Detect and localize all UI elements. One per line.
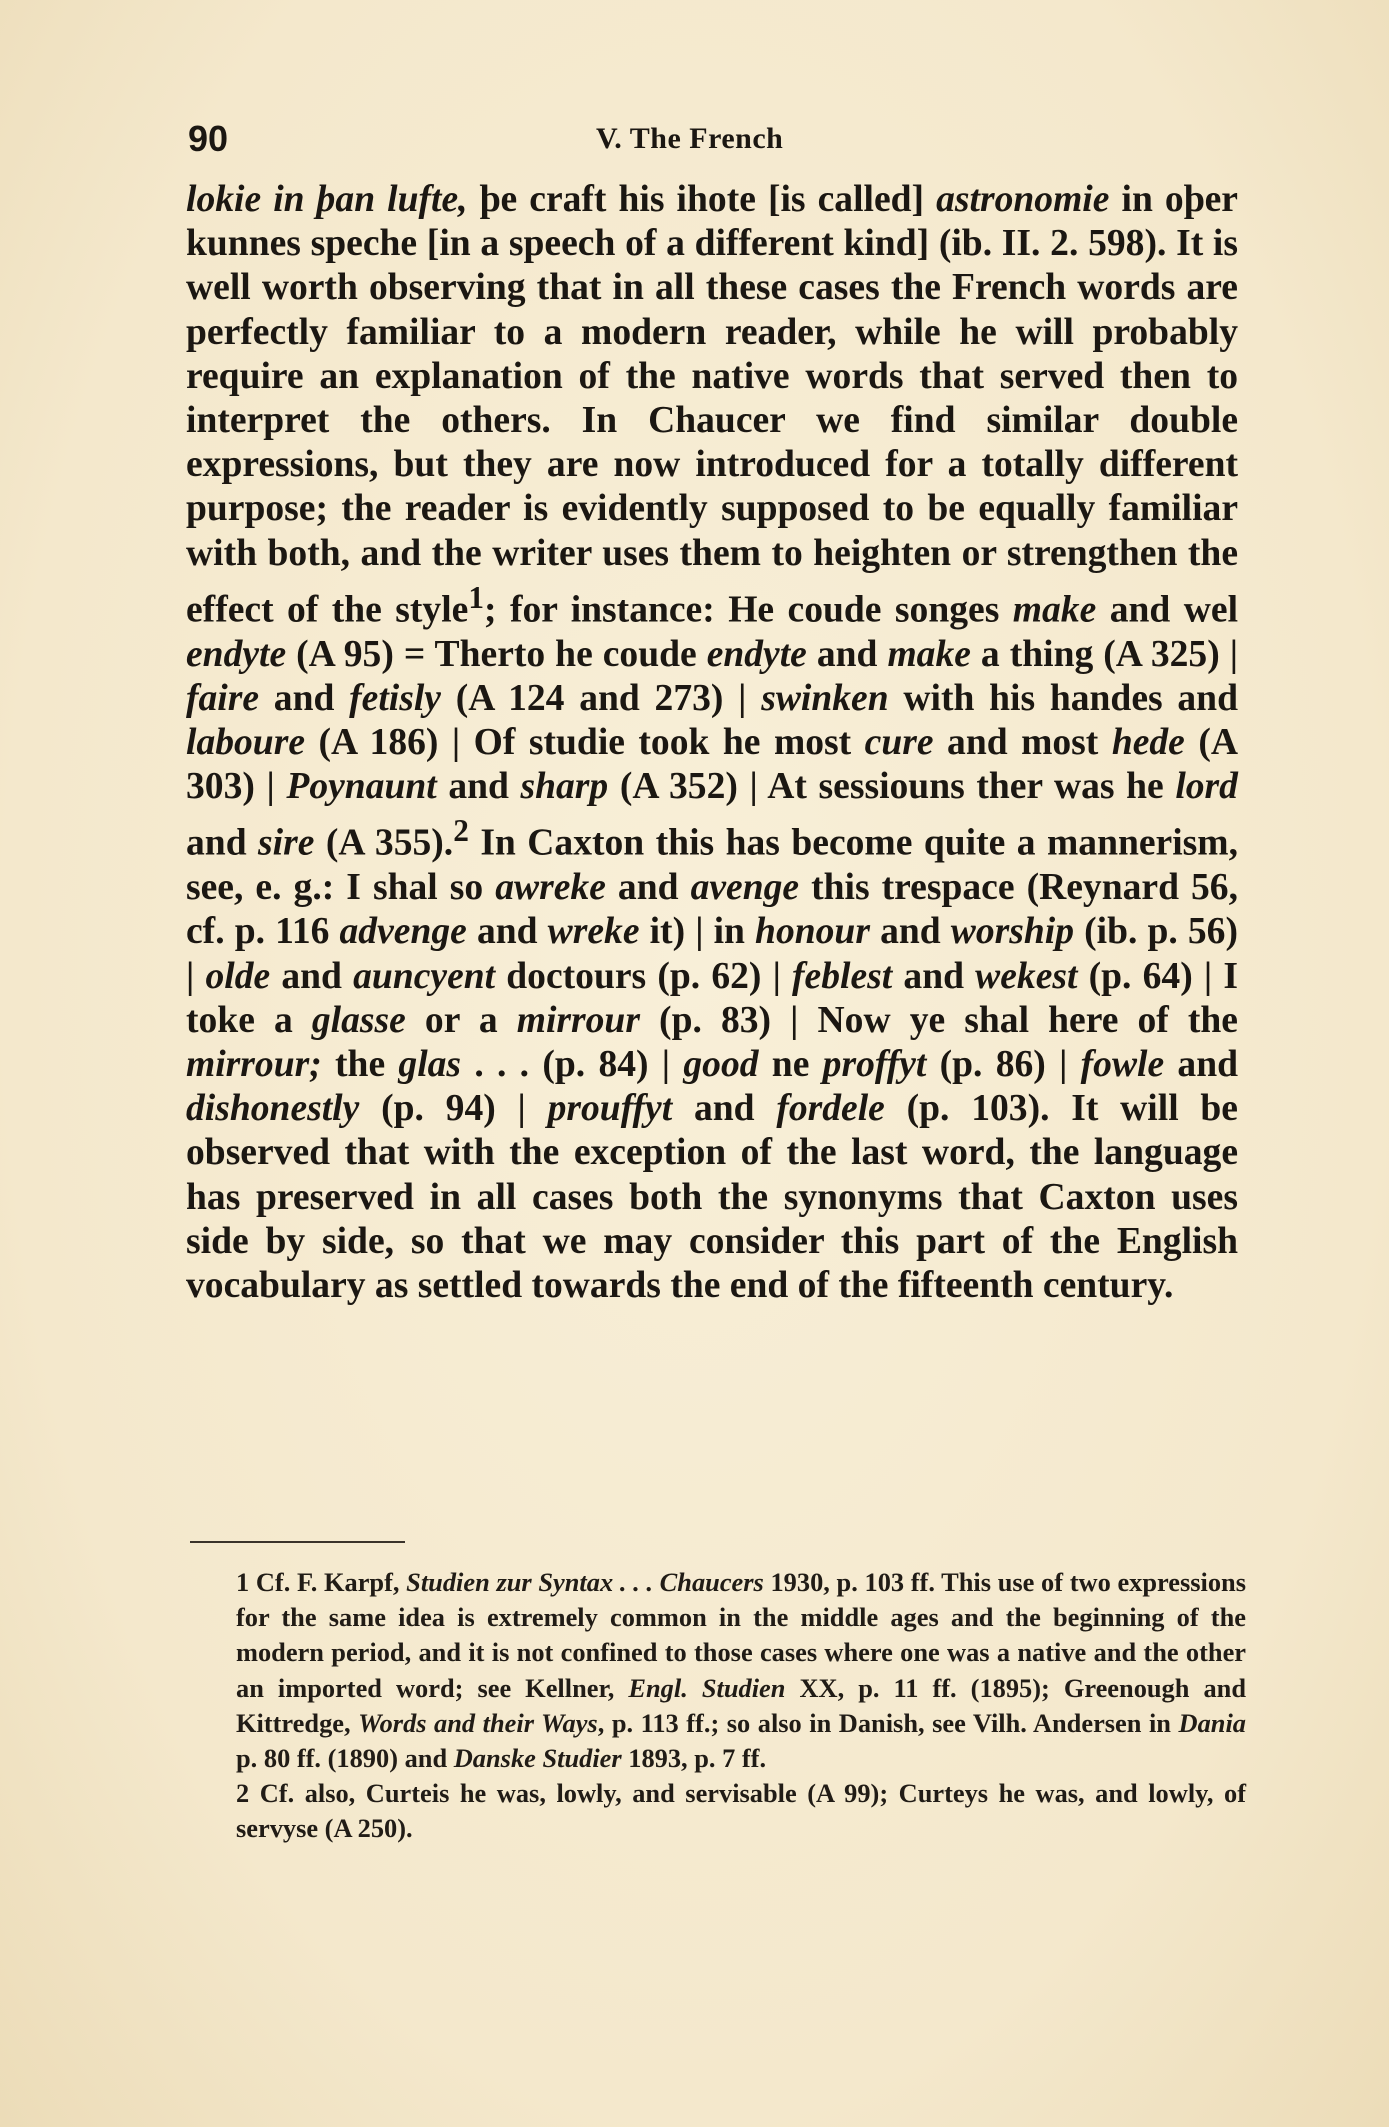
text-italic: mirrour (516, 999, 640, 1041)
text-italic: astronomie (936, 179, 1110, 220)
text-run: doctours (p. 62) | (495, 955, 793, 997)
text-italic: hede (1111, 721, 1185, 763)
text-run: and (259, 677, 350, 719)
text-run: (A 352) | At sessiouns ther was he (608, 766, 1176, 808)
text-italic: glas (398, 1043, 462, 1085)
text-italic: Words and their Ways (358, 1707, 598, 1738)
text-italic: sire (258, 822, 315, 864)
text-italic: avenge (690, 867, 800, 909)
text-run: (A 303) | (186, 721, 1238, 808)
text-italic: lokie in þan lufte, (186, 179, 468, 220)
text-run: and (466, 911, 548, 953)
text-italic: advenge (339, 911, 467, 953)
text-run: (ib. p. 56) | (186, 911, 1238, 997)
text-italic: laboure (186, 721, 306, 763)
footnotes (196, 1565, 1246, 1847)
text-italic: Studien zur Syntax . . . Chaucers (406, 1567, 764, 1597)
text-run: (p. 83) | Now ye shal here of the (639, 999, 1238, 1041)
text-italic: awreke (495, 867, 606, 909)
text-run: and (892, 955, 976, 997)
text-run: 1893, p. 7 ff. (621, 1743, 767, 1774)
main-text (186, 178, 1238, 1308)
text-italic: good (683, 1043, 759, 1085)
text-italic: cure (864, 721, 934, 763)
text-run: (p. 86) | (926, 1043, 1081, 1085)
text-run: (A 95) = Therto he coude (286, 633, 707, 675)
text-run: (p. 64) | I toke a (186, 955, 1238, 1041)
text-italic: faire (186, 677, 260, 719)
text-italic: wreke (547, 911, 640, 953)
footnote-ref-1: 1 (468, 579, 485, 615)
text-italic: fetisly (349, 677, 441, 719)
text-italic: worship (950, 911, 1075, 953)
text-run: (p. 103). It will be observed that with the exception of the last word, the language has preserved in all cases both the synonyms that Caxton uses side by side, so that we may consider this part of the English vocabulary as settled towards the end of the fifteenth century. (186, 1088, 1238, 1306)
text-run: the (321, 1043, 399, 1085)
text-italic: endyte (706, 633, 807, 675)
text-run: and (270, 955, 354, 997)
text-italic: prouffyt (547, 1088, 673, 1130)
footnote-divider (190, 1541, 405, 1543)
text-run: 1 Cf. F. Karpf, (236, 1567, 407, 1597)
text-run: (A 355). (314, 822, 454, 864)
text-italic: Poynaunt (286, 766, 437, 808)
text-run: this trespace (Reynard 56, cf. p. 116 (186, 867, 1238, 953)
text-run: ; for instance: He coude songes (484, 589, 1013, 631)
text-run: and wel (1096, 589, 1239, 631)
text-run: , p. 113 ff.; so also in Danish, see Vilh. Andersen in (597, 1707, 1179, 1738)
text-italic: swinken (761, 677, 889, 719)
text-italic: make (1012, 589, 1097, 631)
text-run: and (672, 1088, 777, 1130)
text-italic: wekest (975, 955, 1078, 997)
text-run: In Caxton this has become quite a mannerism, see, e. g.: I shal so (186, 822, 1238, 909)
text-run: 1930, p. 103 ff. This use of two expressions for the same idea is extremely common in the middle ages and the beginning of the modern period, and it is not confined to those cases where one was a native and the other an imported word; see Kellner, (236, 1567, 1246, 1703)
text-run: with his handes and (888, 677, 1238, 719)
text-run: and (186, 822, 259, 864)
page-number: 90 (188, 118, 229, 159)
text-run: . . . (p. 84) | (461, 1043, 684, 1085)
text-italic: Engl. Studien (628, 1672, 786, 1703)
page-header (188, 118, 1238, 166)
text-run: in oþer kunnes speche [in a speech of a different kind] (ib. II. 2. 598). It is well worth observing that in all these cases the French words are perfectly familiar to a modern reader, while he will probably require an explanation of the native words that served then to interpret the others. In Chaucer we find similar double expressions, but they are now introduced for a totally different purpose; the reader is evidently supposed to be equally familiar with both, and the writer uses them to heighten or strengthen the effect of the style (186, 179, 1238, 631)
text-run: p. 80 ff. (1890) and (236, 1743, 454, 1774)
text-italic: mirrour; (186, 1043, 322, 1085)
text-italic: proffyt (822, 1043, 927, 1085)
text-run: (A 124 and 273) | (440, 677, 762, 719)
text-italic: fordele (776, 1088, 885, 1130)
text-italic: glasse (311, 999, 406, 1041)
running-head: V. The French (596, 122, 784, 155)
footnote-1 (196, 1565, 1246, 1776)
text-run: and (436, 766, 521, 808)
text-italic: Danske Studier (453, 1743, 622, 1774)
text-run: and (869, 911, 951, 953)
text-italic: Dania (1178, 1707, 1246, 1738)
text-run: (p. 94) | (359, 1088, 548, 1130)
text-italic: endyte (186, 633, 287, 675)
text-italic: auncyent (353, 955, 496, 997)
text-run: and (806, 633, 888, 675)
text-run: and (1164, 1043, 1239, 1085)
text-italic: sharp (520, 766, 609, 808)
text-run: ne (758, 1043, 823, 1085)
text-run: þe craft his ihote [is called] (467, 179, 937, 220)
footnote-2: 2 Cf. also, Curteis he was, lowly, and servisable (A 99); Curteys he was, and lowly, of servyse (A 250). (236, 1778, 1246, 1844)
text-run: and most (933, 721, 1112, 763)
text-italic: honour (755, 911, 870, 953)
text-run: and (605, 867, 691, 909)
text-italic: olde (205, 955, 271, 997)
text-italic: fowle (1080, 1043, 1165, 1085)
body-paragraph (186, 178, 1238, 1308)
text-run: it) | in (639, 911, 756, 953)
text-italic: make (887, 633, 971, 675)
text-italic: dishonestly (186, 1088, 360, 1130)
text-run: a thing (A 325) | (970, 633, 1238, 675)
text-italic: feblest (792, 955, 893, 997)
text-run: XX, p. 11 ff. (1895); Greenough and Kittredge, (236, 1672, 1247, 1738)
text-italic: lord (1175, 766, 1238, 808)
footnote-ref-2: 2 (453, 813, 469, 849)
text-run: or a (405, 999, 517, 1041)
text-run: (A 186) | Of studie took he most (305, 721, 865, 763)
